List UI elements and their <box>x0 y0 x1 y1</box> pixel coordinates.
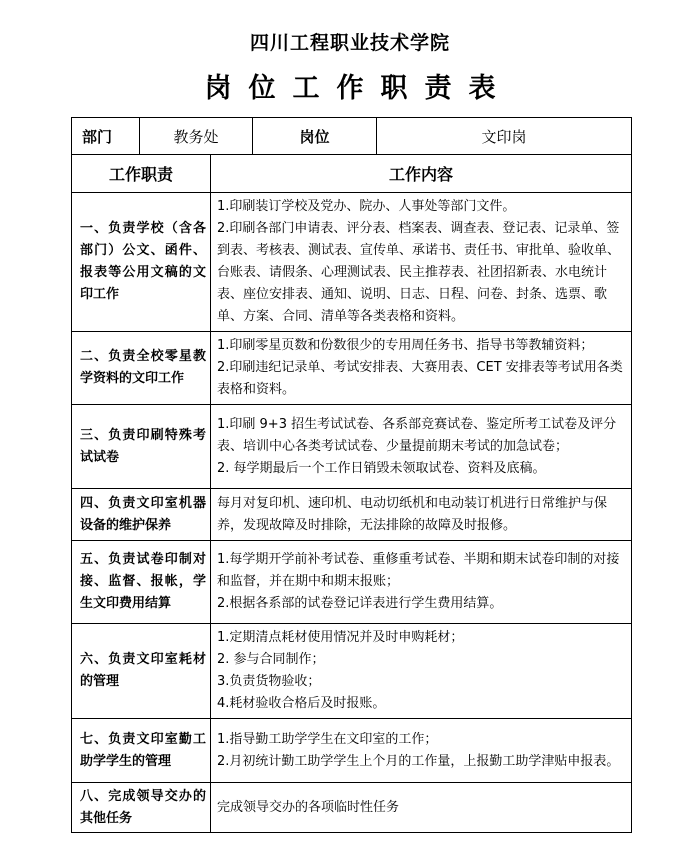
duty-row <box>72 405 632 489</box>
content-column-header: 工作内容 <box>211 155 632 193</box>
duty-row <box>72 624 632 719</box>
duty-row <box>72 489 632 541</box>
content-line: 1.印刷装订学校及党办、院办、人事处等部门文件。 <box>217 199 516 214</box>
duty-cell: 八、完成领导交办的其他任务 <box>72 783 211 833</box>
content-line: 2.根据各系部的试卷登记详表进行学生费用结算。 <box>217 596 503 611</box>
content-cell <box>211 541 632 624</box>
duty-cell: 四、负责文印室机器设备的维护保养 <box>72 489 211 541</box>
duty-row <box>72 193 632 332</box>
dept-value: 教务处 <box>140 118 253 154</box>
content-cell <box>211 624 632 719</box>
content-cell <box>211 489 632 541</box>
column-header-row <box>72 155 632 193</box>
duty-cell: 五、负责试卷印制对接、监督、报帐，学生文印费用结算 <box>72 541 211 624</box>
post-label: 岗位 <box>253 118 377 154</box>
document-title: 岗位工作职责表 <box>204 73 513 104</box>
post-value: 文印岗 <box>481 127 527 146</box>
content-line: 3.负责货物验收； <box>217 674 321 689</box>
content-line: 1.印刷 9+3 招生考试试卷、各系部竞赛试卷、鉴定所考工试卷及评分表、培训中心各类考试试卷、少量提前期末考试的加急试卷； <box>217 416 617 454</box>
duty-column-header: 工作职责 <box>72 155 211 193</box>
duty-cell: 一、负责学校（含各部门）公文、函件、报表等公用文稿的文印工作 <box>72 193 211 332</box>
organization-name: 四川工程职业技术学院 <box>249 32 450 54</box>
duty-cell: 二、负责全校零星教学资料的文印工作 <box>72 332 211 405</box>
content-line: 2. 参与合同制作； <box>217 652 325 667</box>
content-line: 2.印刷违纪记录单、考试安排表、大赛用表、CET 安排表等考试用各类表格和资料。 <box>217 360 623 397</box>
duty-row <box>72 541 632 624</box>
content-line: 1.印刷零星页数和份数很少的专用周任务书、指导书等教辅资料； <box>217 338 594 353</box>
content-line: 1.定期清点耗材使用情况并及时申购耗材； <box>217 630 464 645</box>
duty-table <box>71 117 632 833</box>
header-cell <box>72 118 632 155</box>
content-line: 1.每学期开学前补考试卷、重修重考试卷、半期和期末试卷印制的对接和监督，并在期中和期末报账； <box>217 552 620 589</box>
dept-label: 部门 <box>72 118 140 154</box>
content-line: 完成领导交办的各项临时性任务 <box>217 799 400 815</box>
header-row <box>72 118 632 155</box>
duty-cell: 七、负责文印室勤工助学学生的管理 <box>72 719 211 783</box>
duty-cell: 三、负责印刷特殊考试试卷 <box>72 405 211 489</box>
content-line: 1.指导勤工助学学生在文印室的工作； <box>217 731 438 747</box>
content-line: 2. 每学期最后一个工作日销毁未领取试卷、资料及底稿。 <box>217 460 546 476</box>
content-cell <box>211 719 632 783</box>
content-cell <box>211 405 632 489</box>
content-cell <box>211 332 632 405</box>
duty-row <box>72 332 632 405</box>
duty-row <box>72 719 632 783</box>
content-line: 4.耗材验收合格后及时报账。 <box>217 696 386 711</box>
content-line: 每月对复印机、速印机、电动切纸机和电动装订机进行日常维护与保养，发现故障及时排除，无法排除的故障及时报修。 <box>217 495 608 533</box>
duty-cell: 六、负责文印室耗材的管理 <box>72 624 211 719</box>
content-cell <box>211 783 632 833</box>
content-cell <box>211 193 632 332</box>
content-line: 2.印刷各部门申请表、评分表、档案表、调查表、登记表、记录单、签到表、考核表、测试表、宣传单、承诺书、责任书、审批单、验收单、台账表、请假条、心理测试表、民主推荐表、社团招新表、水电统计表、座位安排表、通知、说明、日志、日程、问卷、封条、选票、歌单、方案、合同、清单等各类表格和资料。 <box>217 221 621 324</box>
content-line: 2.月初统计勤工助学学生上个月的工作量，上报勤工助学津贴申报表。 <box>217 753 620 769</box>
duty-row <box>72 783 632 833</box>
